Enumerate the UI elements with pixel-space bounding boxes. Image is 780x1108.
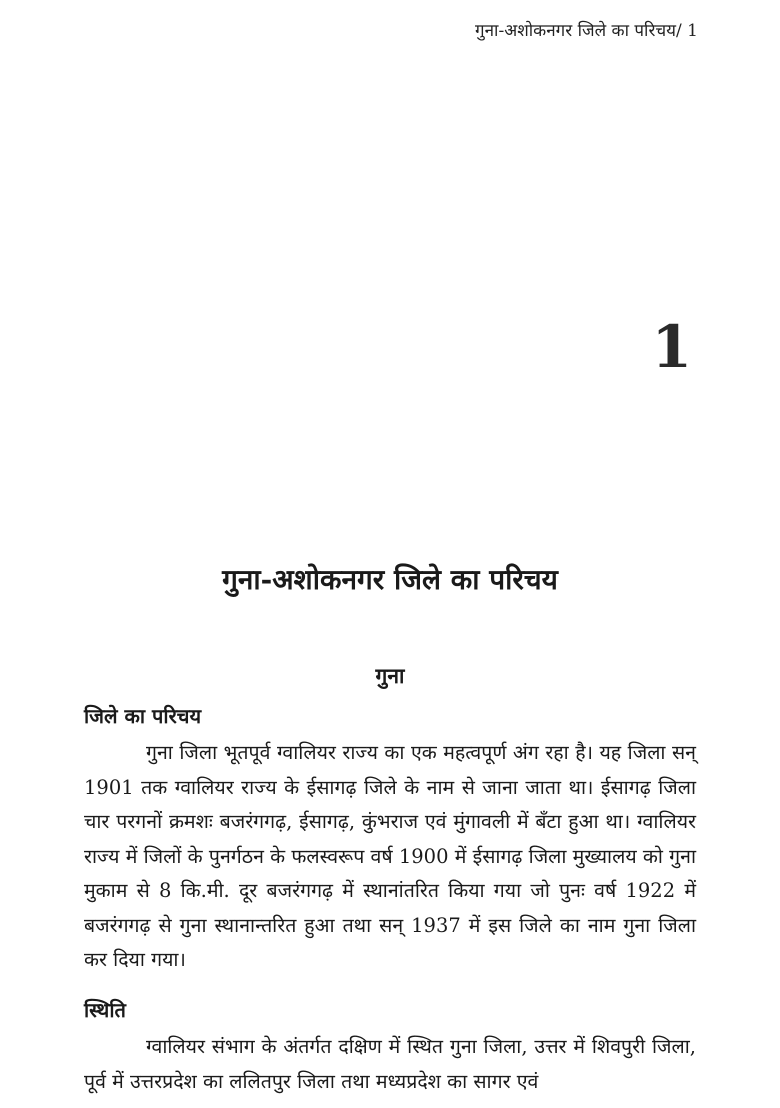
paragraph-location: ग्वालियर संभाग के अंतर्गत दक्षिण में स्थित गुना जिला, उत्तर में शिवपुरी जिला, पूर्व में उत्तरप्रदेश का ललितपुर जिला तथा मध्यप्रदेश का सागर एवं xyxy=(84,1035,696,1093)
section-title: गुना xyxy=(375,663,405,688)
paragraph-introduction: गुना जिला भूतपूर्व ग्वालियर राज्य का एक महत्वपूर्ण अंग रहा है। यह जिला सन् 1901 तक ग्वालियर राज्य के ईसागढ़ जिले के नाम से जाना जाता था। ईसागढ़ जिला चार परगनों क्रमशः बजरंगगढ़, ईसागढ़, कुंभराज एवं मुंगावली में बँटा हुआ था। ग्वालियर राज्य में जिलों के पुनर्गठन के फलस्वरूप वर्ष 1900 में ईसागढ़ जिला मुख्यालय को गुना मुकाम से 8 कि.मी. दूर बजरंगगढ़ में स्थानांतरित किया गया जो पुनः वर्ष 1922 में बजरंगगढ़ से गुना स्थानान्तरित हुआ तथा सन् 1937 में इस जिले का नाम गुना जिला कर दिया गया। xyxy=(84,741,696,971)
chapter-title: गुना-अशोकनगर जिले का परिचय xyxy=(222,563,558,596)
subsection-heading-location: स्थिति xyxy=(84,998,126,1022)
subsection-heading-introduction: जिले का परिचय xyxy=(84,704,202,728)
chapter-number: 1 xyxy=(651,313,692,381)
running-header: गुना-अशोकनगर जिले का परिचय/ 1 xyxy=(475,21,698,41)
